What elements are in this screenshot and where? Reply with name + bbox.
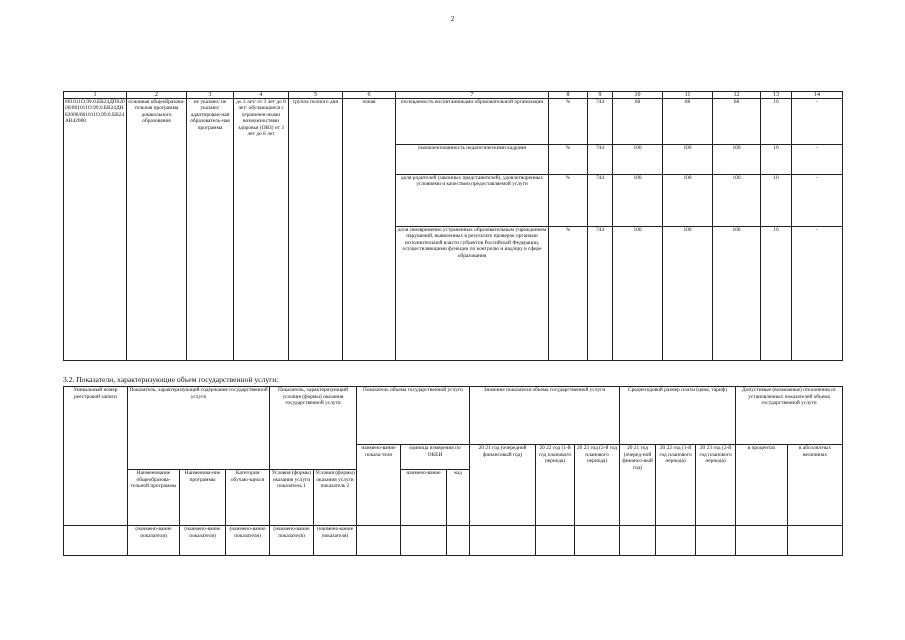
deviation-percent: 10 xyxy=(761,145,792,175)
empty-cell xyxy=(357,526,401,556)
vol-name: наимено-вание показа-теля xyxy=(357,445,401,526)
value-year3: 100 xyxy=(713,145,761,175)
sub-category: Категория обучаю-щихся xyxy=(226,470,270,526)
okei-code: 744 xyxy=(588,145,613,175)
val-year3: 20 23 год (2-й год планового периода) xyxy=(575,445,620,526)
col-number: 2 xyxy=(127,92,187,99)
col-number: 5 xyxy=(289,92,343,99)
section-title: 3.2. Показатели, характеризующие объем государственной услуги: xyxy=(63,375,279,384)
sub-unit-code: код xyxy=(447,470,470,526)
service-condition: группа полного дня xyxy=(289,99,343,361)
empty-cell xyxy=(656,526,696,556)
sub-unit-name: наимено-вание xyxy=(401,470,447,526)
header-unique-number: Уникальный номер реестровой записи xyxy=(64,387,128,526)
placeholder-cell: (наимено-вание показателя) xyxy=(128,526,180,556)
sub-program: Наименова-ние программы xyxy=(180,470,226,526)
unit: % xyxy=(549,227,588,361)
sub-condition-2: Условия (формы) оказания услуги показатель 2 xyxy=(314,470,357,526)
col-number: 13 xyxy=(761,92,792,99)
empty-cell xyxy=(447,526,470,556)
header-content: Показатель, характеризующий содержание государственной услуги xyxy=(128,387,270,470)
sub-program-name: Наименование общеобразова-тельной программы xyxy=(128,470,180,526)
student-category: до 3 лет/ от 3 лет до 8 лет/ обучающиеся с ограничен-ными возможностями здоровья (ОВЗ) от 3 лет до 8 лет xyxy=(234,99,289,361)
empty-cell xyxy=(575,526,620,556)
empty-cell xyxy=(788,526,843,556)
empty-cell xyxy=(64,526,128,556)
okei-code: 744 xyxy=(588,175,613,227)
dev-percent: в процентах xyxy=(736,445,788,526)
col-number: 12 xyxy=(713,92,761,99)
okei-code: 744 xyxy=(588,227,613,361)
empty-cell xyxy=(696,526,736,556)
col-number: 9 xyxy=(588,92,613,99)
value-year3: 100 xyxy=(713,175,761,227)
header-price: Среднегодовой размер платы (цена, тариф) xyxy=(620,387,736,445)
indicator-name: укомплектованность педагогическими кадрами xyxy=(396,145,549,175)
value-year2: 100 xyxy=(663,145,713,175)
table-row xyxy=(64,99,843,145)
price-year2: 20 22 год (1-й год планового периода) xyxy=(656,445,696,526)
deviation-absolute: - xyxy=(792,145,843,175)
empty-cell xyxy=(401,526,447,556)
page-number: 2 xyxy=(450,15,455,23)
placeholder-cell: (наимено-вание показателя) xyxy=(270,526,314,556)
col-number: 6 xyxy=(343,92,396,99)
value-year1: 68 xyxy=(613,99,663,145)
program-content: основная общеобразова-тельная программа дошкольного образования xyxy=(127,99,187,361)
table-header-row xyxy=(64,92,843,99)
header-values: Значение показателя объема государственной услуги xyxy=(470,387,620,445)
col-number: 1 xyxy=(64,92,127,99)
value-year2: 68 xyxy=(663,99,713,145)
value-year2: 100 xyxy=(663,175,713,227)
header-conditions: Показатель, характеризующий условия (формы) оказания государственной услуги xyxy=(270,387,357,470)
okei-code: 744 xyxy=(588,99,613,145)
registry-number: 801011О.99.0.БВ24ДП02000/801011О.99.0.БВ24ДН82000/801011О.99.0.БВ24АВ42000 xyxy=(64,99,127,361)
deviation-percent: 10 xyxy=(761,175,792,227)
placeholder-cell: (наимено-вание показателя) xyxy=(314,526,357,556)
empty-cell xyxy=(620,526,656,556)
val-year2: 20 22 год (1-й год планового периода) xyxy=(536,445,575,526)
col-number: 3 xyxy=(187,92,234,99)
price-year1: 20 21 год (очеред-ной финансо-вый год) xyxy=(620,445,656,526)
value-year1: 100 xyxy=(613,227,663,361)
placeholder-cell: (наимено-вание показателя) xyxy=(180,526,226,556)
col-number: 8 xyxy=(549,92,588,99)
col-number: 14 xyxy=(792,92,843,99)
indicator-name: доля своевременно устраненных образовательным учреждением нарушений, выявленных в результате проверок органами исполнительной власти субъектов Российской Федерации, осуществляющими функции по контролю и надзору в сфере образования xyxy=(396,227,549,361)
col-number: 7 xyxy=(396,92,549,99)
header-volume: Показатель объема государственной услуги xyxy=(357,387,470,445)
deviation-percent: 10 xyxy=(761,99,792,145)
empty-cell xyxy=(470,526,536,556)
empty-cell xyxy=(736,526,788,556)
price-year3: 20 23 год (2-й год планового периода) xyxy=(696,445,736,526)
sub-condition-1: Условия (формы) оказания услуги показатель 1 xyxy=(270,470,314,526)
placeholder-cell: (наимено-вание показателя) xyxy=(226,526,270,556)
volume-indicators-table xyxy=(63,386,843,556)
header-deviation: Допустимые (возможные) отклонения от установленных показателей объема государственной услуги xyxy=(736,387,843,445)
unit: % xyxy=(549,175,588,227)
value-year1: 100 xyxy=(613,175,663,227)
col-number: 11 xyxy=(663,92,713,99)
indicator-name: посещаемость воспитанниками образовательной организации xyxy=(396,99,549,145)
value-year3: 100 xyxy=(713,227,761,361)
value-year2: 100 xyxy=(663,227,713,361)
unit: % xyxy=(549,99,588,145)
col-number: 10 xyxy=(613,92,663,99)
deviation-absolute: - xyxy=(792,99,843,145)
indicator-name: доля родителей (законных представителей), удовлетворенных условиями и качеством предоставляемой услуги xyxy=(396,175,549,227)
program-type: не указано/ не указано/ адаптирован-ная образователь-ная программа xyxy=(187,99,234,361)
empty-cell xyxy=(536,526,575,556)
col-number: 4 xyxy=(234,92,289,99)
service-form: очная xyxy=(343,99,396,361)
value-year1: 100 xyxy=(613,145,663,175)
table-row xyxy=(64,526,843,556)
deviation-absolute: - xyxy=(792,227,843,361)
val-year1: 20 21 год (очередной финансовый год) xyxy=(470,445,536,526)
quality-indicators-table xyxy=(63,91,843,361)
deviation-absolute: - xyxy=(792,175,843,227)
vol-unit: единица измерения по ОКЕИ xyxy=(401,445,470,470)
dev-absolute: в абсолютных величинах xyxy=(788,445,843,526)
deviation-percent: 10 xyxy=(761,227,792,361)
unit: % xyxy=(549,145,588,175)
value-year3: 68 xyxy=(713,99,761,145)
table-header-row xyxy=(64,387,843,445)
